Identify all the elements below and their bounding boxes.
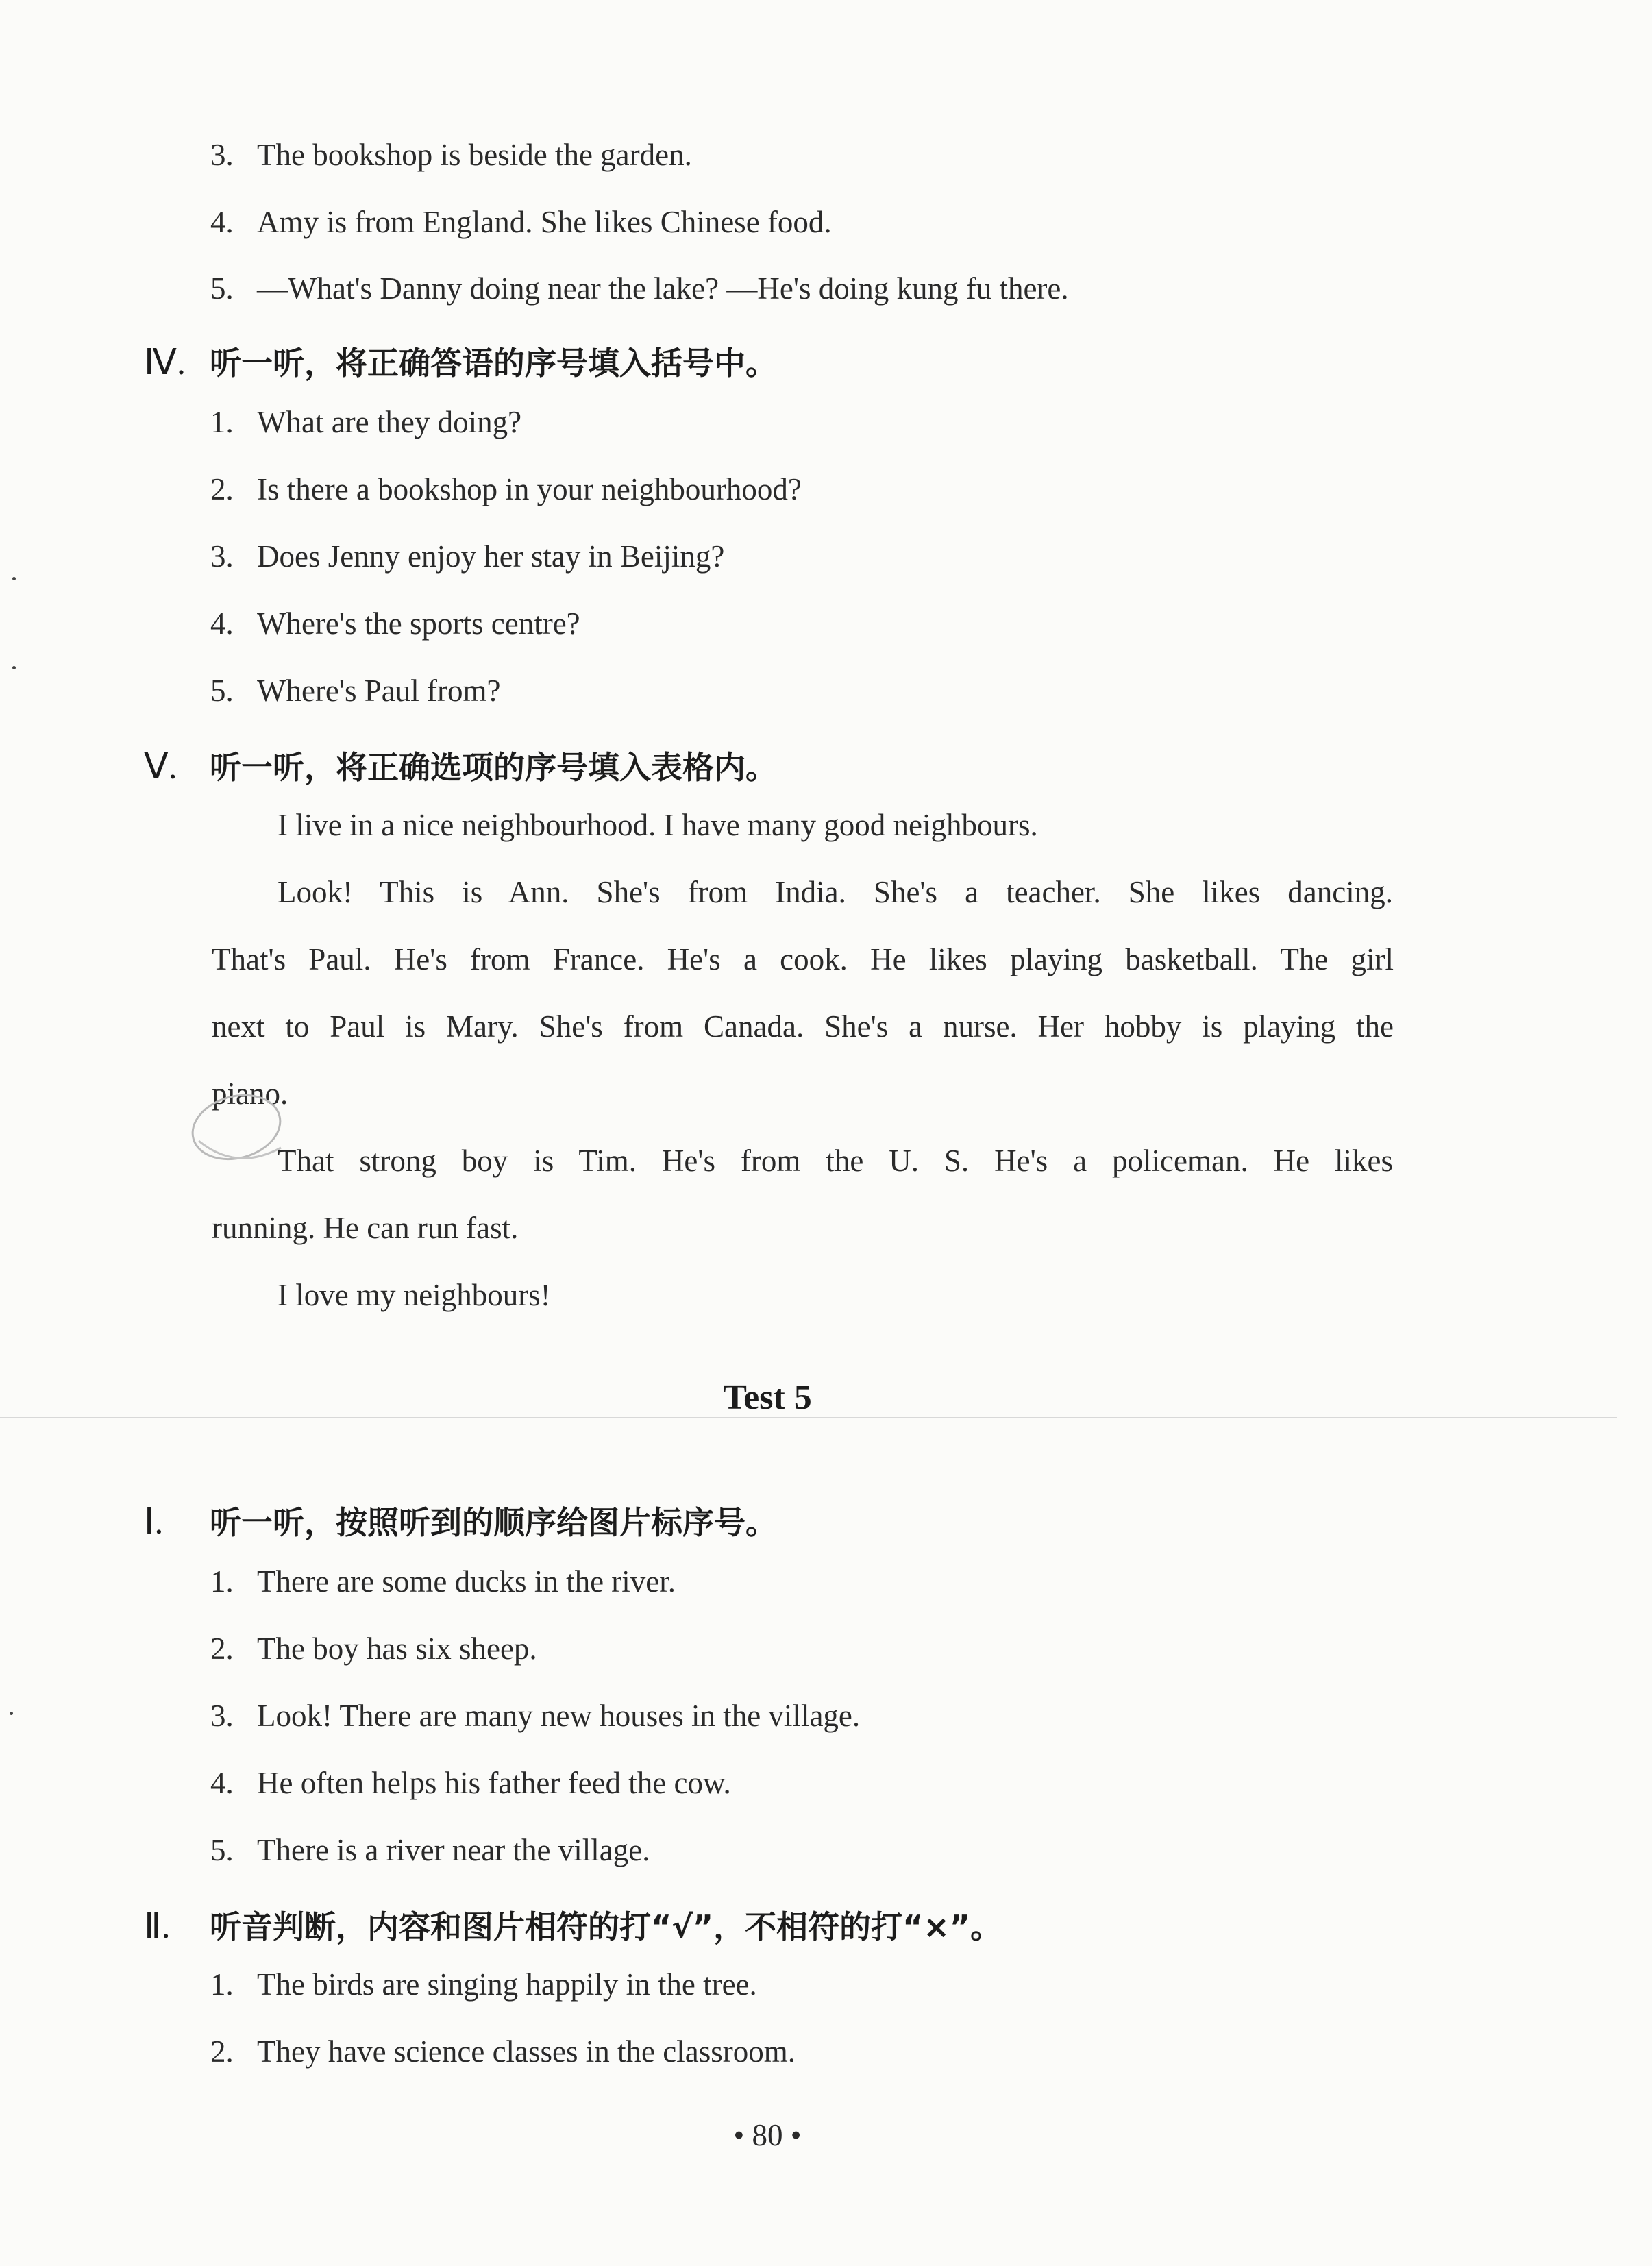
scan-speck	[12, 666, 16, 669]
list-item: 5. —What's Danny doing near the lake? —He's doing kung fu there.	[210, 271, 1069, 306]
passage-line: I live in a nice neighbourhood. I have many good neighbours.	[278, 808, 1038, 842]
passage-line: next to Paul is Mary. She's from Canada. She's a nurse. Her hobby is playing the	[212, 1009, 1394, 1044]
list-item: 2. The boy has six sheep.	[210, 1631, 537, 1666]
scan-speck	[12, 577, 16, 580]
list-item: 1. There are some ducks in the river.	[210, 1564, 676, 1599]
passage-line: I love my neighbours!	[278, 1278, 551, 1312]
section-heading: Ⅴ. 听一听，将正确选项的序号填入表格内。	[144, 748, 777, 787]
list-item: 4. He often helps his father feed the cow.	[210, 1766, 731, 1800]
list-item: 1. What are they doing?	[210, 405, 522, 439]
list-item: 3. The bookshop is beside the garden.	[210, 138, 692, 172]
passage-line: piano.	[212, 1076, 288, 1111]
list-item: 2. Is there a bookshop in your neighbourhood?	[210, 472, 802, 506]
list-item: 3. Look! There are many new houses in the village.	[210, 1699, 861, 1733]
list-item: 2. They have science classes in the classroom.	[210, 2034, 796, 2069]
passage-line: running. He can run fast.	[212, 1211, 519, 1245]
list-item: 1. The birds are singing happily in the tree.	[210, 1967, 757, 2002]
list-item: 5. Where's Paul from?	[210, 674, 501, 708]
list-item: 3. Does Jenny enjoy her stay in Beijing?	[210, 539, 725, 574]
list-item: 5. There is a river near the village.	[210, 1833, 650, 1867]
passage-line: That's Paul. He's from France. He's a cook. He likes playing basketball. The girl	[212, 942, 1394, 976]
list-item: 4. Where's the sports centre?	[210, 606, 580, 641]
list-item: 4. Amy is from England. She likes Chinese food.	[210, 205, 832, 239]
page-number: • 80 •	[733, 2118, 802, 2152]
passage-line: That strong boy is Tim. He's from the U. S. He's a policeman. He likes	[278, 1144, 1393, 1178]
page-title: Test 5	[723, 1378, 812, 1417]
section-heading: Ⅳ. 听一听，将正确答语的序号填入括号中。	[144, 343, 777, 382]
section-heading: Ⅰ. 听一听，按照听到的顺序给图片标序号。	[144, 1503, 777, 1542]
stamp-watermark	[185, 1076, 288, 1179]
scan-speck	[10, 1712, 13, 1715]
section-heading: Ⅱ. 听音判断，内容和图片相符的打“√”，不相符的打“×”。	[144, 1907, 1002, 1946]
passage-line: Look! This is Ann. She's from India. She's a teacher. She likes dancing.	[278, 875, 1393, 909]
